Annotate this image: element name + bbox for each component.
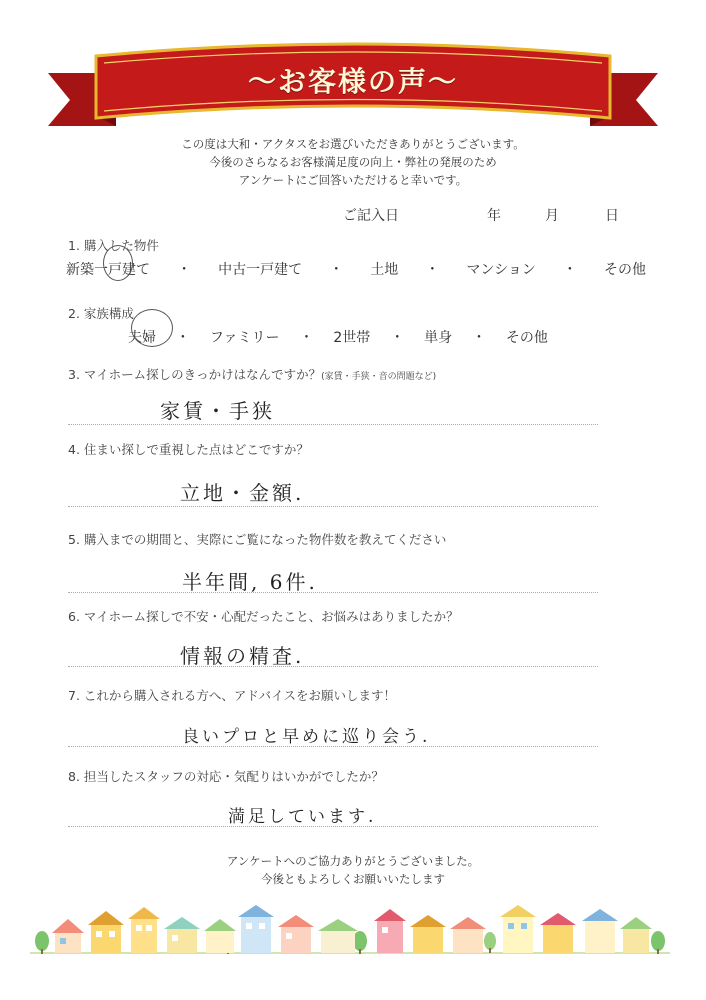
intro-line-3: アンケートにご回答いただけると幸いです。 — [238, 173, 468, 187]
house-icon — [128, 907, 160, 953]
house-icon — [52, 919, 84, 953]
footer-line-2: 今後ともよろしくお願いいたします — [261, 872, 445, 886]
q2-separator: ・ — [175, 330, 190, 346]
house-icon — [540, 913, 576, 953]
answer-7: 良いプロと早めに巡り会う. — [182, 727, 431, 747]
footer-text — [0, 852, 706, 888]
question-2: 2. 家族構成 — [68, 306, 134, 321]
date-year: 年 — [487, 208, 501, 224]
question-6: 6. マイホーム探しで不安・心配だったこと、お悩みはありましたか？ — [68, 609, 459, 624]
question-7: 7. これから購入される方へ、アドバイスをお願いします！ — [68, 688, 397, 703]
question-1: 1. 購入した物件 — [68, 238, 159, 253]
question-5: 5. 購入までの期間と、実際にご覧になった物件数を教えてください — [68, 532, 447, 547]
q2-options — [128, 327, 548, 347]
question-4: 4. 住まい探しで重視した点はどこですか？ — [68, 442, 309, 457]
house-icon — [204, 919, 236, 953]
house-icon — [88, 911, 124, 953]
q1-separator: ・ — [562, 262, 577, 278]
house-icon — [620, 917, 652, 953]
house-icon — [164, 917, 200, 953]
q1-option: 土地 — [370, 262, 399, 278]
question-3 — [68, 365, 436, 383]
banner-title: 〜お客様の声〜 — [247, 65, 458, 98]
tree-icon — [35, 931, 49, 954]
intro-line-1: この度は大和・アクタスをお選びいただきありがとうございます。 — [181, 137, 525, 151]
q1-option: 中古一戸建て — [218, 262, 303, 278]
q2-option: 2世帯 — [333, 330, 371, 346]
q2-separator: ・ — [299, 330, 314, 346]
q2-separator: ・ — [390, 330, 405, 346]
q1-option: 新築一戸建て — [66, 262, 150, 278]
answer-7-line — [68, 746, 598, 747]
q1-separator: ・ — [329, 262, 344, 278]
answer-4-line — [68, 506, 598, 507]
q1-options — [66, 259, 646, 279]
q2-option: ファミリー — [209, 330, 280, 346]
house-icon — [238, 905, 274, 953]
date-day: 日 — [605, 208, 619, 224]
answer-4: 立地・金額. — [180, 481, 305, 505]
house-icon — [278, 915, 314, 953]
house-icon — [450, 917, 486, 953]
q1-selection-circle — [103, 245, 133, 281]
answer-8-line — [68, 826, 598, 827]
footer-line-1: アンケートへのご協力ありがとうございました。 — [226, 854, 480, 868]
q1-separator: ・ — [425, 262, 440, 278]
house-icon — [410, 915, 446, 953]
answer-5-line — [68, 592, 598, 593]
date-month: 月 — [545, 208, 559, 224]
intro-text — [0, 135, 706, 189]
q2-selection-circle — [131, 309, 173, 347]
tree-icon — [484, 932, 496, 953]
q2-option: 夫婦 — [128, 330, 156, 346]
question-8: 8. 担当したスタッフの対応・気配りはいかがでしたか？ — [68, 769, 384, 784]
house-icon — [374, 909, 406, 953]
house-icon — [318, 919, 358, 953]
tree-icon — [651, 931, 665, 954]
house-icon — [500, 905, 536, 953]
question-3-note: (家賃・手狭・音の問題など) — [321, 372, 437, 382]
q1-option: マンション — [466, 262, 536, 278]
answer-3-line — [68, 424, 598, 425]
q2-option: その他 — [505, 330, 548, 346]
intro-line-2: 今後のさらなるお客様満足度の向上・弊社の発展のため — [209, 155, 497, 169]
question-3-text: 3. マイホーム探しのきっかけはなんですか？ — [68, 367, 322, 382]
answer-3: 家賃・手狭 — [160, 399, 275, 423]
answer-6: 情報の精査. — [180, 644, 305, 668]
tree-icon — [353, 931, 367, 954]
date-label: ご記入日 — [343, 208, 399, 224]
houses-illustration — [30, 905, 670, 955]
house-icon — [582, 909, 618, 953]
answer-6-line — [68, 666, 598, 667]
q1-separator: ・ — [177, 262, 192, 278]
q2-option: 単身 — [424, 330, 453, 346]
q2-separator: ・ — [472, 330, 486, 346]
answer-5: 半年間, 6件. — [182, 570, 318, 594]
q1-option: その他 — [604, 262, 646, 278]
answer-8: 満足しています. — [228, 807, 377, 827]
